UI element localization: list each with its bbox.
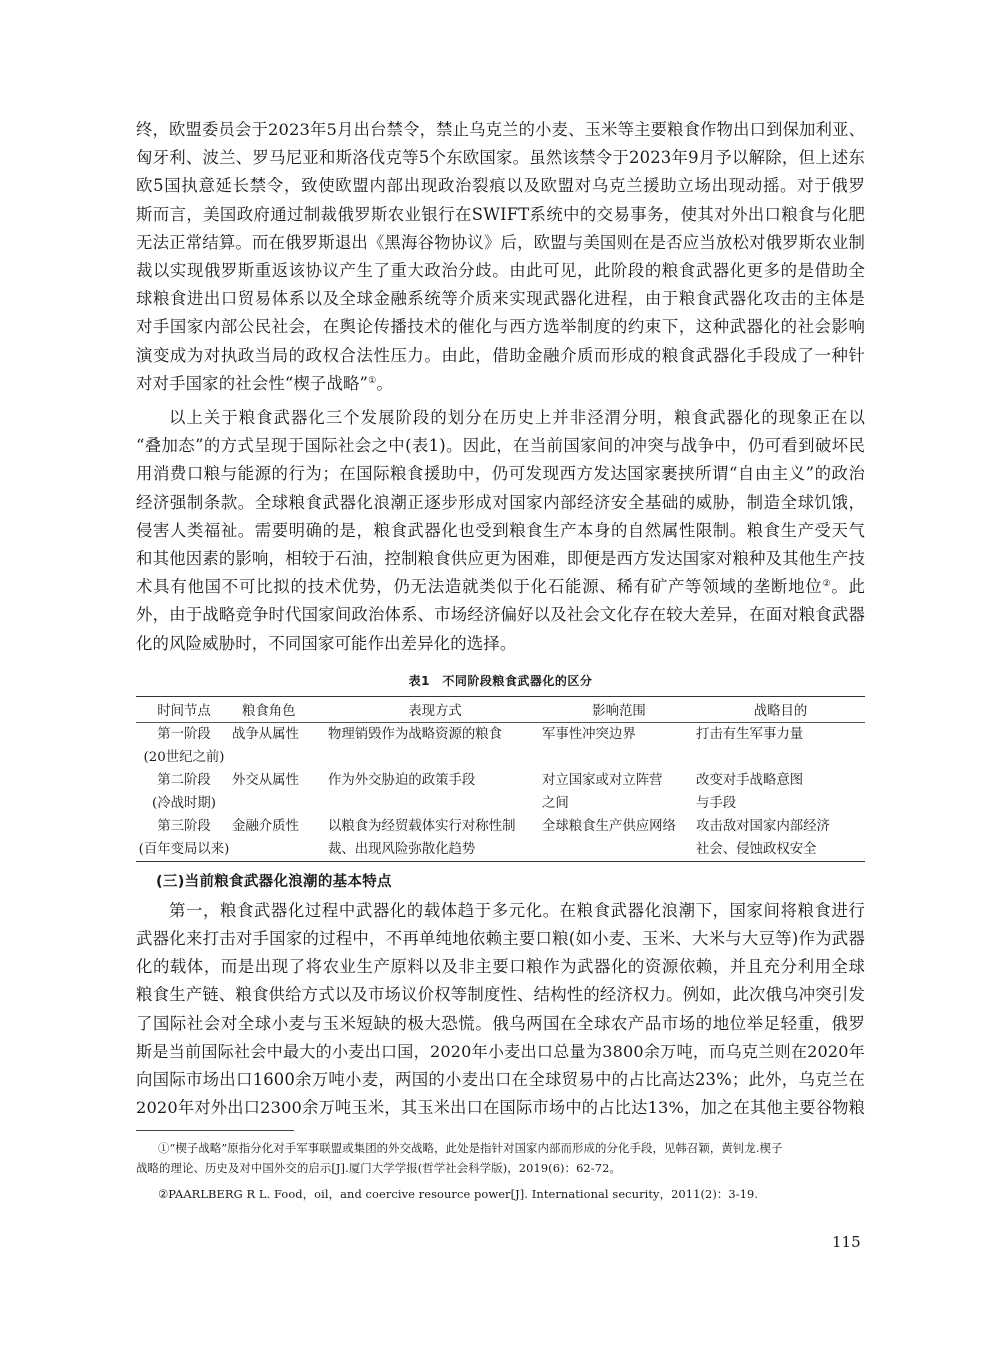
table-header-row	[136, 696, 865, 722]
text-line: 匈牙利、波兰、罗马尼亚和斯洛伐克等5个东欧国家。虽然该禁令于2023年9月予以解除，但上述东	[136, 148, 865, 168]
text-line	[136, 573, 865, 601]
text-line: 侵害人类福祉。需要明确的是，粮食武器化也受到粮食生产本身的自然属性限制。粮食生产受天气	[136, 520, 865, 540]
cell-text: (百年变局以来)	[138, 841, 230, 857]
table-caption: 表1 不同阶段粮食武器化的区分	[408, 673, 593, 688]
manner-cell	[328, 815, 542, 862]
body-paragraph	[136, 116, 865, 398]
scope-cell	[542, 722, 696, 769]
goal-cell	[696, 722, 865, 769]
cell-text: 外交从属性	[232, 772, 299, 788]
text-fragment: 。	[376, 373, 393, 393]
column-header: 表现方式	[408, 703, 462, 719]
table-row	[136, 722, 865, 769]
stage-cell	[136, 769, 232, 815]
table-row	[136, 769, 865, 815]
cell-text: 军事性冲突边界	[542, 726, 636, 742]
footnote-line: ②PAARLBERG R L. Food，oil，and coercive resource power[J]. International security，2011(2)：3-19.	[158, 1187, 759, 1202]
footnote-1	[136, 1138, 865, 1178]
text-line: 第一，粮食武器化过程中武器化的载体趋于多元化。在粮食武器化浪潮下，国家间将粮食进行	[169, 900, 865, 920]
cell-text: (20世纪之前)	[143, 749, 225, 765]
text-line: “叠加态”的方式呈现于国际社会之中(表1)。因此，在当前国家间的冲突与战争中，仍可看到破坏民	[136, 436, 865, 456]
text-line: 终，欧盟委员会于2023年5月出台禁令，禁止乌克兰的小麦、玉米等主要粮食作物出口到保加利亚、	[136, 120, 865, 139]
text-line: 向国际市场出口1600余万吨小麦，两国的小麦出口在全球贸易中的占比高达23%；此外，乌克兰在	[136, 1070, 865, 1090]
text-fragment: 术具有他国不可比拟的技术优势，仍无法造就类似于化石能源、稀有矿产等领域的垄断地位	[136, 577, 823, 597]
cell-text: (冷战时期)	[151, 795, 216, 811]
scope-cell	[542, 769, 696, 815]
text-fragment: 对对手国家的社会性“楔子战略”	[136, 373, 369, 393]
goal-cell	[696, 769, 865, 815]
column-header: 战略目的	[753, 703, 808, 719]
table-row	[136, 815, 865, 862]
page-number: 115	[832, 1233, 861, 1251]
cell-text: 第三阶段	[157, 818, 211, 834]
text-line: 用消费口粮与能源的行为；在国际粮食援助中，仍可发现西方发达国家裹挟所谓“自由主义”的政治	[136, 464, 865, 484]
text-fragment: 。此	[831, 577, 865, 597]
cell-text: 作为外交胁迫的政策手段	[328, 772, 476, 788]
role-cell	[232, 815, 328, 862]
role-cell	[232, 722, 328, 769]
footnote-2	[136, 1184, 865, 1204]
cell-text: 裁、出现风险弥散化趋势	[328, 841, 476, 857]
text-line: 演变成为对执政当局的政权合法性压力。由此，借助金融介质而形成的粮食武器化手段成了一种针	[136, 345, 865, 365]
body-paragraph	[136, 897, 865, 1123]
text-line: 了国际社会对全球小麦与玉米短缺的极大恐慌。俄乌两国在全球农产品市场的地位举足轻重，俄罗	[136, 1013, 865, 1033]
paper-page	[136, 116, 865, 1204]
text-line: 经济强制条款。全球粮食武器化浪潮正逐步形成对国家内部经济安全基础的威胁，制造全球饥饿，	[136, 492, 865, 512]
cell-text: 对立国家或对立阵营	[542, 772, 663, 788]
manner-cell	[328, 722, 542, 769]
footnote-line: ①“楔子战略”原指分化对手军事联盟或集团的外交战略，此处是指针对国家内部而形成的分化手段，见韩召颖，黄钊龙.楔子	[158, 1141, 783, 1156]
stage-cell	[136, 815, 232, 862]
text-line: 以上关于粮食武器化三个发展阶段的划分在历史上并非泾渭分明，粮食武器化的现象正在以	[169, 408, 865, 428]
cell-text: 物理销毁作为战略资源的粮食	[328, 726, 503, 742]
cell-text: 攻击敌对国家内部经济	[696, 818, 830, 834]
text-line: 斯而言，美国政府通过制裁俄罗斯农业银行在SWIFT系统中的交易事务，使其对外出口粮食与化肥	[136, 204, 865, 224]
cell-text: 之间	[542, 795, 569, 811]
column-header: 粮食角色	[242, 703, 296, 719]
goal-cell	[696, 815, 865, 862]
stages-table	[136, 696, 865, 862]
cell-text: 社会、侵蚀政权安全	[696, 841, 817, 857]
cell-text: 全球粮食生产供应网络	[542, 818, 676, 834]
role-cell	[232, 769, 328, 815]
text-line: 裁以实现俄罗斯重返该协议产生了重大政治分歧。由此可见，此阶段的粮食武器化更多的是借助全	[136, 261, 865, 281]
cell-text: 以粮食为经贸载体实行对称性制	[328, 818, 516, 834]
cell-text: 第一阶段	[157, 726, 211, 742]
section-heading: (三)当前粮食武器化浪潮的基本特点	[156, 873, 392, 890]
text-line: 球粮食进出口贸易体系以及全球金融系统等介质来实现武器化进程，由于粮食武器化攻击的主体是	[136, 289, 865, 309]
text-line: 化的载体，而是出现了将农业生产原料以及非主要口粮作为武器化的资源依赖，并且充分利用全球	[136, 957, 865, 977]
text-line: 2020年对外出口2300余万吨玉米，其玉米出口在国际市场中的占比达13%，加之在其他主要谷物粮	[136, 1098, 865, 1118]
cell-text: 金融介质性	[232, 818, 299, 834]
text-line: 和其他因素的影响，相较于石油，控制粮食供应更为困难，即便是西方发达国家对粮种及其他生产技	[136, 549, 865, 569]
text-line: 武器化来打击对手国家的过程中，不再单纯地依赖主要口粮(如小麦、玉米、大米与大豆等)作为武器	[136, 929, 865, 949]
manner-cell	[328, 769, 542, 815]
text-line: 无法正常结算。而在俄罗斯退出《黑海谷物协议》后，欧盟与美国则在是否应当放松对俄罗斯农业制	[136, 232, 865, 252]
text-line: 外，由于战略竞争时代国家间政治体系、市场经济偏好以及社会文化存在较大差异，在面对粮食武器	[136, 605, 865, 625]
column-header: 影响范围	[592, 703, 646, 719]
scope-cell	[542, 815, 696, 862]
column-header: 时间节点	[157, 703, 211, 719]
text-line: 斯是当前国际社会中最大的小麦出口国，2020年小麦出口总量为3800余万吨，而乌克兰则在2020年	[136, 1041, 865, 1061]
cell-text: 与手段	[696, 795, 737, 811]
stage-cell	[136, 722, 232, 769]
body-paragraph	[136, 404, 865, 658]
text-line: 欧5国执意延长禁令，致使欧盟内部出现政治裂痕以及欧盟对乌克兰援助立场出现动摇。对于俄罗	[136, 176, 865, 196]
footnote-marker[interactable]: ①	[368, 375, 377, 386]
text-line: 粮食生产链、粮食供给方式以及市场议价权等制度性、结构性的经济权力。例如，此次俄乌冲突引发	[136, 985, 865, 1005]
cell-text: 改变对手战略意图	[696, 772, 804, 788]
text-line	[136, 370, 865, 398]
text-line: 对手国家内部公民社会，在舆论传播技术的催化与西方选举制度的约束下，这种武器化的社会影响	[136, 317, 865, 337]
text-line: 化的风险威胁时，不同国家可能作出差异化的选择。	[136, 633, 517, 653]
footnote-marker[interactable]: ②	[822, 579, 832, 590]
footnote-divider	[136, 1130, 294, 1131]
footnote-line: 战略的理论、历史及对中国外交的启示[J].厦门大学学报(哲学社会科学版)，2019(6)：62-72。	[136, 1161, 621, 1176]
cell-text: 战争从属性	[232, 726, 299, 742]
cell-text: 打击有生军事力量	[696, 726, 804, 742]
cell-text: 第二阶段	[157, 772, 211, 788]
